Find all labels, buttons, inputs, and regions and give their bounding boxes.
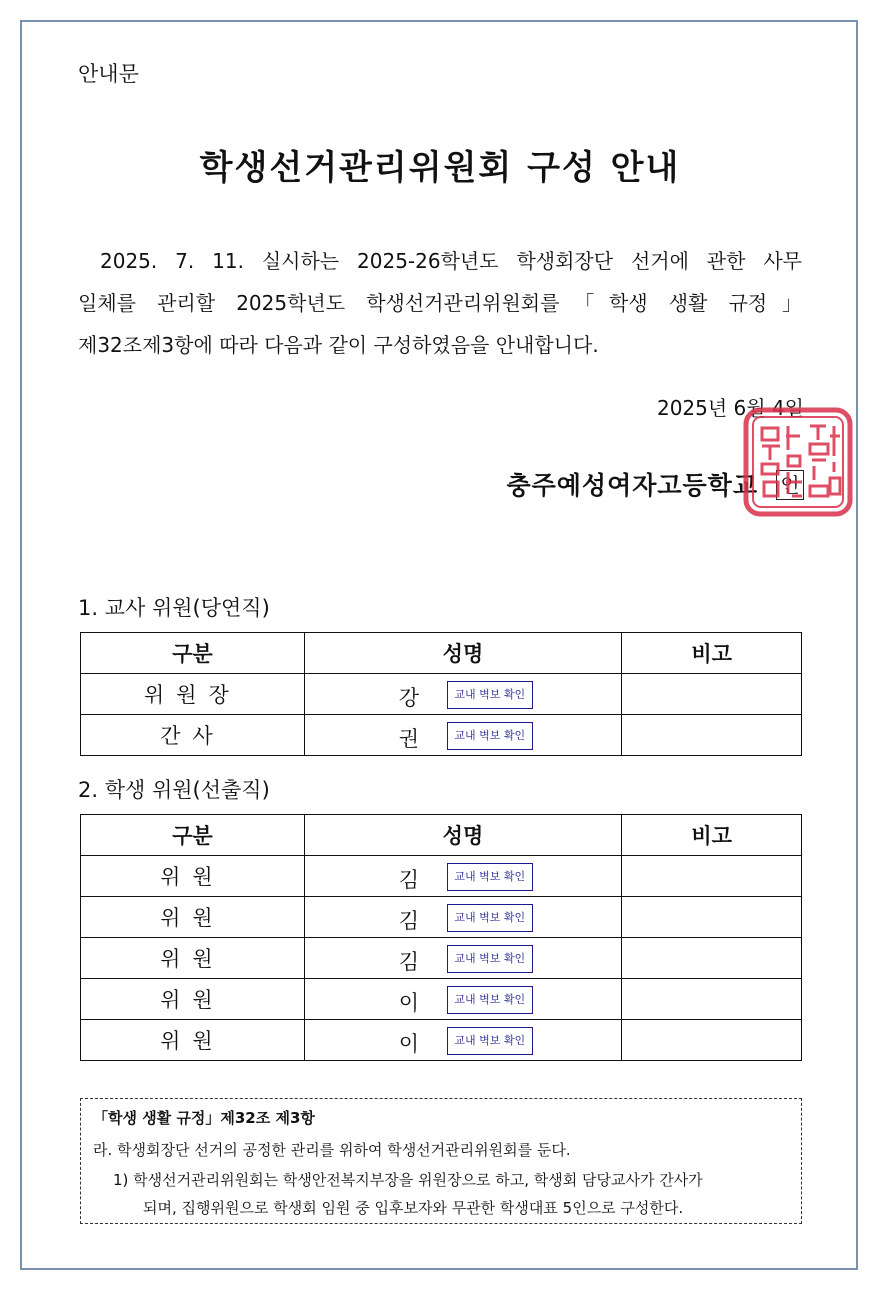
school-name: 충주예성여자고등학교 (506, 471, 758, 500)
table-row (81, 1020, 802, 1061)
member-surname: 김 (398, 909, 419, 933)
name-cell (304, 856, 622, 897)
table-row (81, 979, 802, 1020)
header-category: 구분 (81, 815, 305, 856)
note-cell (622, 938, 802, 979)
note-cell (622, 715, 802, 756)
regulation-item-line-2: 되며, 집행위원으로 학생회 임원 중 입후보자와 무관한 학생대표 5인으로 구성한다. (143, 1199, 684, 1217)
seal-mark-box: 인 (776, 470, 804, 500)
header-name: 성명 (304, 815, 622, 856)
regulation-item-line-1: 1) 학생선거관리위원회는 학생안전복지부장을 위원장으로 하고, 학생회 담당교사가 간사가 (113, 1171, 703, 1189)
poster-verified-badge: 교내 벽보 확인 (447, 904, 533, 932)
note-cell (622, 897, 802, 938)
role-cell: 위원 (81, 897, 305, 938)
note-cell (622, 979, 802, 1020)
role-cell: 위원 (81, 979, 305, 1020)
member-surname: 이 (398, 991, 419, 1015)
name-cell (304, 715, 622, 756)
poster-verified-badge: 교내 벽보 확인 (447, 1027, 533, 1055)
header-category: 구분 (81, 633, 305, 674)
body-paragraph (78, 240, 802, 366)
header-name: 성명 (304, 633, 622, 674)
member-surname: 김 (398, 868, 419, 892)
table-row (81, 674, 802, 715)
notice-label: 안내문 (78, 62, 139, 86)
name-cell (304, 938, 622, 979)
role-cell: 위원 (81, 1020, 305, 1061)
regulation-excerpt-box (80, 1098, 802, 1224)
body-line-1: 2025. 7. 11. 실시하는 2025-26학년도 학생회장단 선거에 관한 사무 (100, 249, 802, 273)
regulation-title: 「학생 생활 규정」제32조 제3항 (93, 1109, 315, 1127)
header-note: 비고 (622, 633, 802, 674)
teacher-section-title: 1. 교사 위원(당연직) (78, 596, 270, 620)
role-cell: 위원 (81, 938, 305, 979)
note-cell (622, 674, 802, 715)
table-row (81, 715, 802, 756)
member-surname: 이 (398, 1032, 419, 1056)
student-members-table (80, 814, 802, 1061)
name-cell (304, 979, 622, 1020)
member-surname: 강 (398, 686, 419, 710)
name-cell (304, 897, 622, 938)
body-line-2: 일체를 관리할 2025학년도 학생선거관리위원회를「학생 생활 규정」 (78, 291, 802, 315)
poster-verified-badge: 교내 벽보 확인 (447, 681, 533, 709)
table-row (81, 897, 802, 938)
role-cell: 위원장 (81, 674, 305, 715)
poster-verified-badge: 교내 벽보 확인 (447, 722, 533, 750)
name-cell (304, 674, 622, 715)
note-cell (622, 856, 802, 897)
role-cell: 간사 (81, 715, 305, 756)
poster-verified-badge: 교내 벽보 확인 (447, 863, 533, 891)
student-section-title: 2. 학생 위원(선출직) (78, 778, 270, 802)
table-header-row (81, 633, 802, 674)
table-row (81, 938, 802, 979)
table-row (81, 856, 802, 897)
document-title: 학생선거관리위원회 구성 안내 (199, 148, 681, 188)
table-header-row (81, 815, 802, 856)
member-surname: 김 (398, 950, 419, 974)
document-date: 2025년 6월 4일 (656, 396, 804, 420)
poster-verified-badge: 교내 벽보 확인 (447, 945, 533, 973)
teacher-members-table (80, 632, 802, 756)
official-seal-stamp (742, 406, 854, 518)
header-note: 비고 (622, 815, 802, 856)
member-surname: 권 (398, 727, 419, 751)
note-cell (622, 1020, 802, 1061)
role-cell: 위원 (81, 856, 305, 897)
poster-verified-badge: 교내 벽보 확인 (447, 986, 533, 1014)
name-cell (304, 1020, 622, 1061)
body-line-3: 제32조제3항에 따라 다음과 같이 구성하였음을 안내합니다. (78, 333, 599, 357)
regulation-clause: 라. 학생회장단 선거의 공정한 관리를 위하여 학생선거관리위원회를 둔다. (93, 1141, 571, 1159)
